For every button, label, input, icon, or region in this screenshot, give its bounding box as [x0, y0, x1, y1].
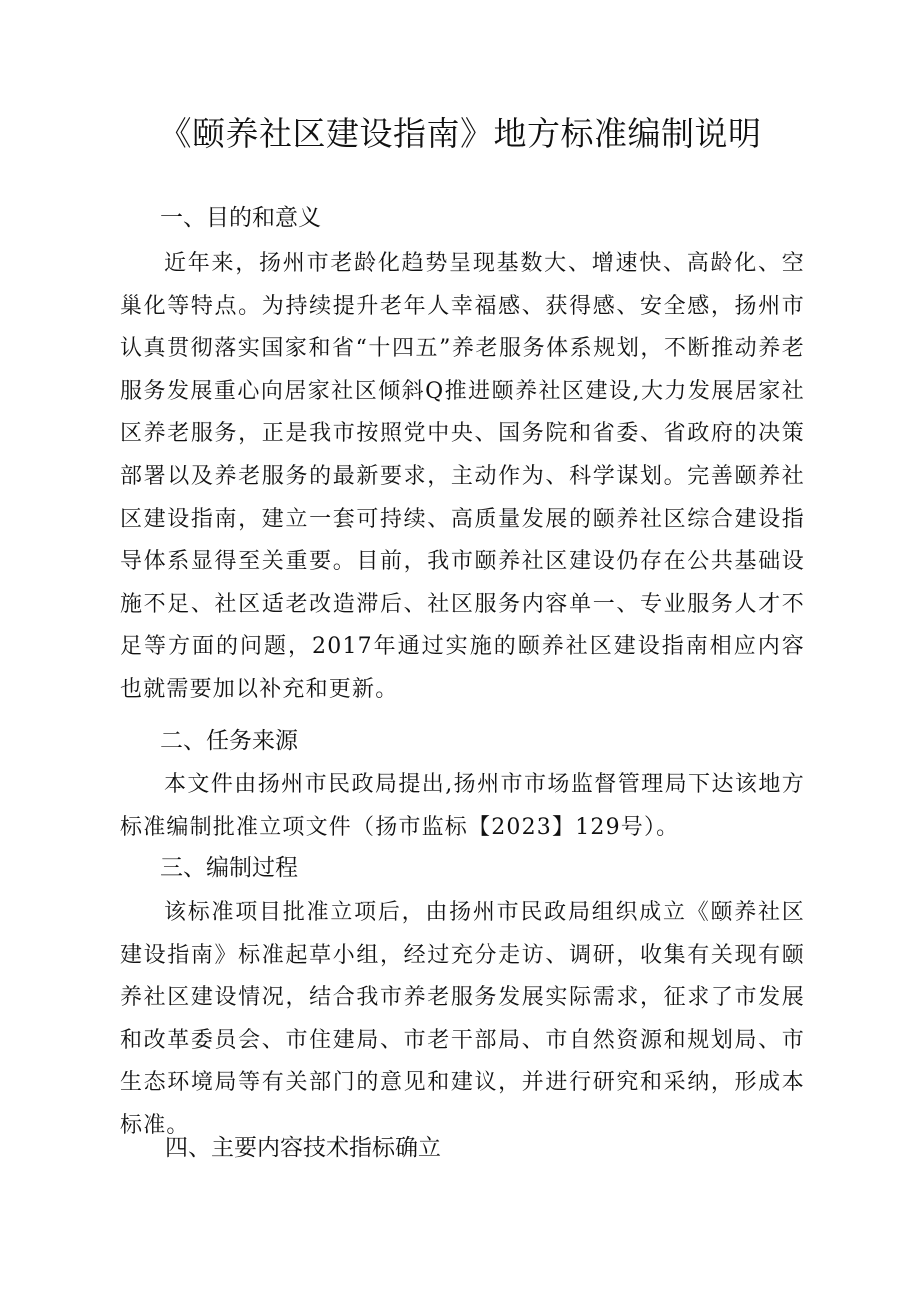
document-title: 《颐养社区建设指南》地方标准编制说明 — [158, 114, 762, 153]
section-heading-purpose: 一、目的和意义 — [160, 205, 321, 231]
section-paragraph-purpose: 近年来，扬州市老龄化趋势呈现基数大、增速快、高龄化、空巢化等特点。为持续提升老年人幸福感、获得感、安全感，扬州市认真贯彻落实国家和省“十四五”养老服务体系规划，不断推动养老服务发展重心向居家社区倾斜Q推进颐养社区建设,大力发展居家社区养老服务，正是我市按照党中央、国务院和省委、省政府的决策部署以及养老服务的最新要求，主动作为、科学谋划。完善颐养社区建设指南，建立一套可持续、高质量发展的颐养社区综合建设指导体系显得至关重要。目前，我市颐养社区建设仍存在公共基础设施不足、社区适老改造滞后、社区服务内容单一、专业服务人才不足等方面的问题，2017年通过实施的颐养社区建设指南相应内容也就需要加以补充和更新。 — [120, 251, 805, 702]
section-heading-task-source: 二、任务来源 — [160, 728, 298, 754]
section-heading-main-content: 四、主要内容技术指标确立 — [165, 1135, 441, 1161]
section-paragraph-task-source: 本文件由扬州市民政局提出,扬州市市场监督管理局下达该地方标准编制批准立项文件（扬市监标【2023】129号）。 — [120, 772, 805, 840]
section-heading-process: 三、编制过程 — [160, 855, 298, 881]
section-paragraph-process: 该标准项目批准立项后，由扬州市民政局组织成立《颐养社区建设指南》标准起草小组，经过充分走访、调研，收集有关现有颐养社区建设情况，结合我市养老服务发展实际需求，征求了市发展和改革委员会、市住建局、市老干部局、市自然资源和规划局、市生态环境局等有关部门的意见和建议，并进行研究和采纳，形成本标准。 — [120, 900, 805, 1138]
